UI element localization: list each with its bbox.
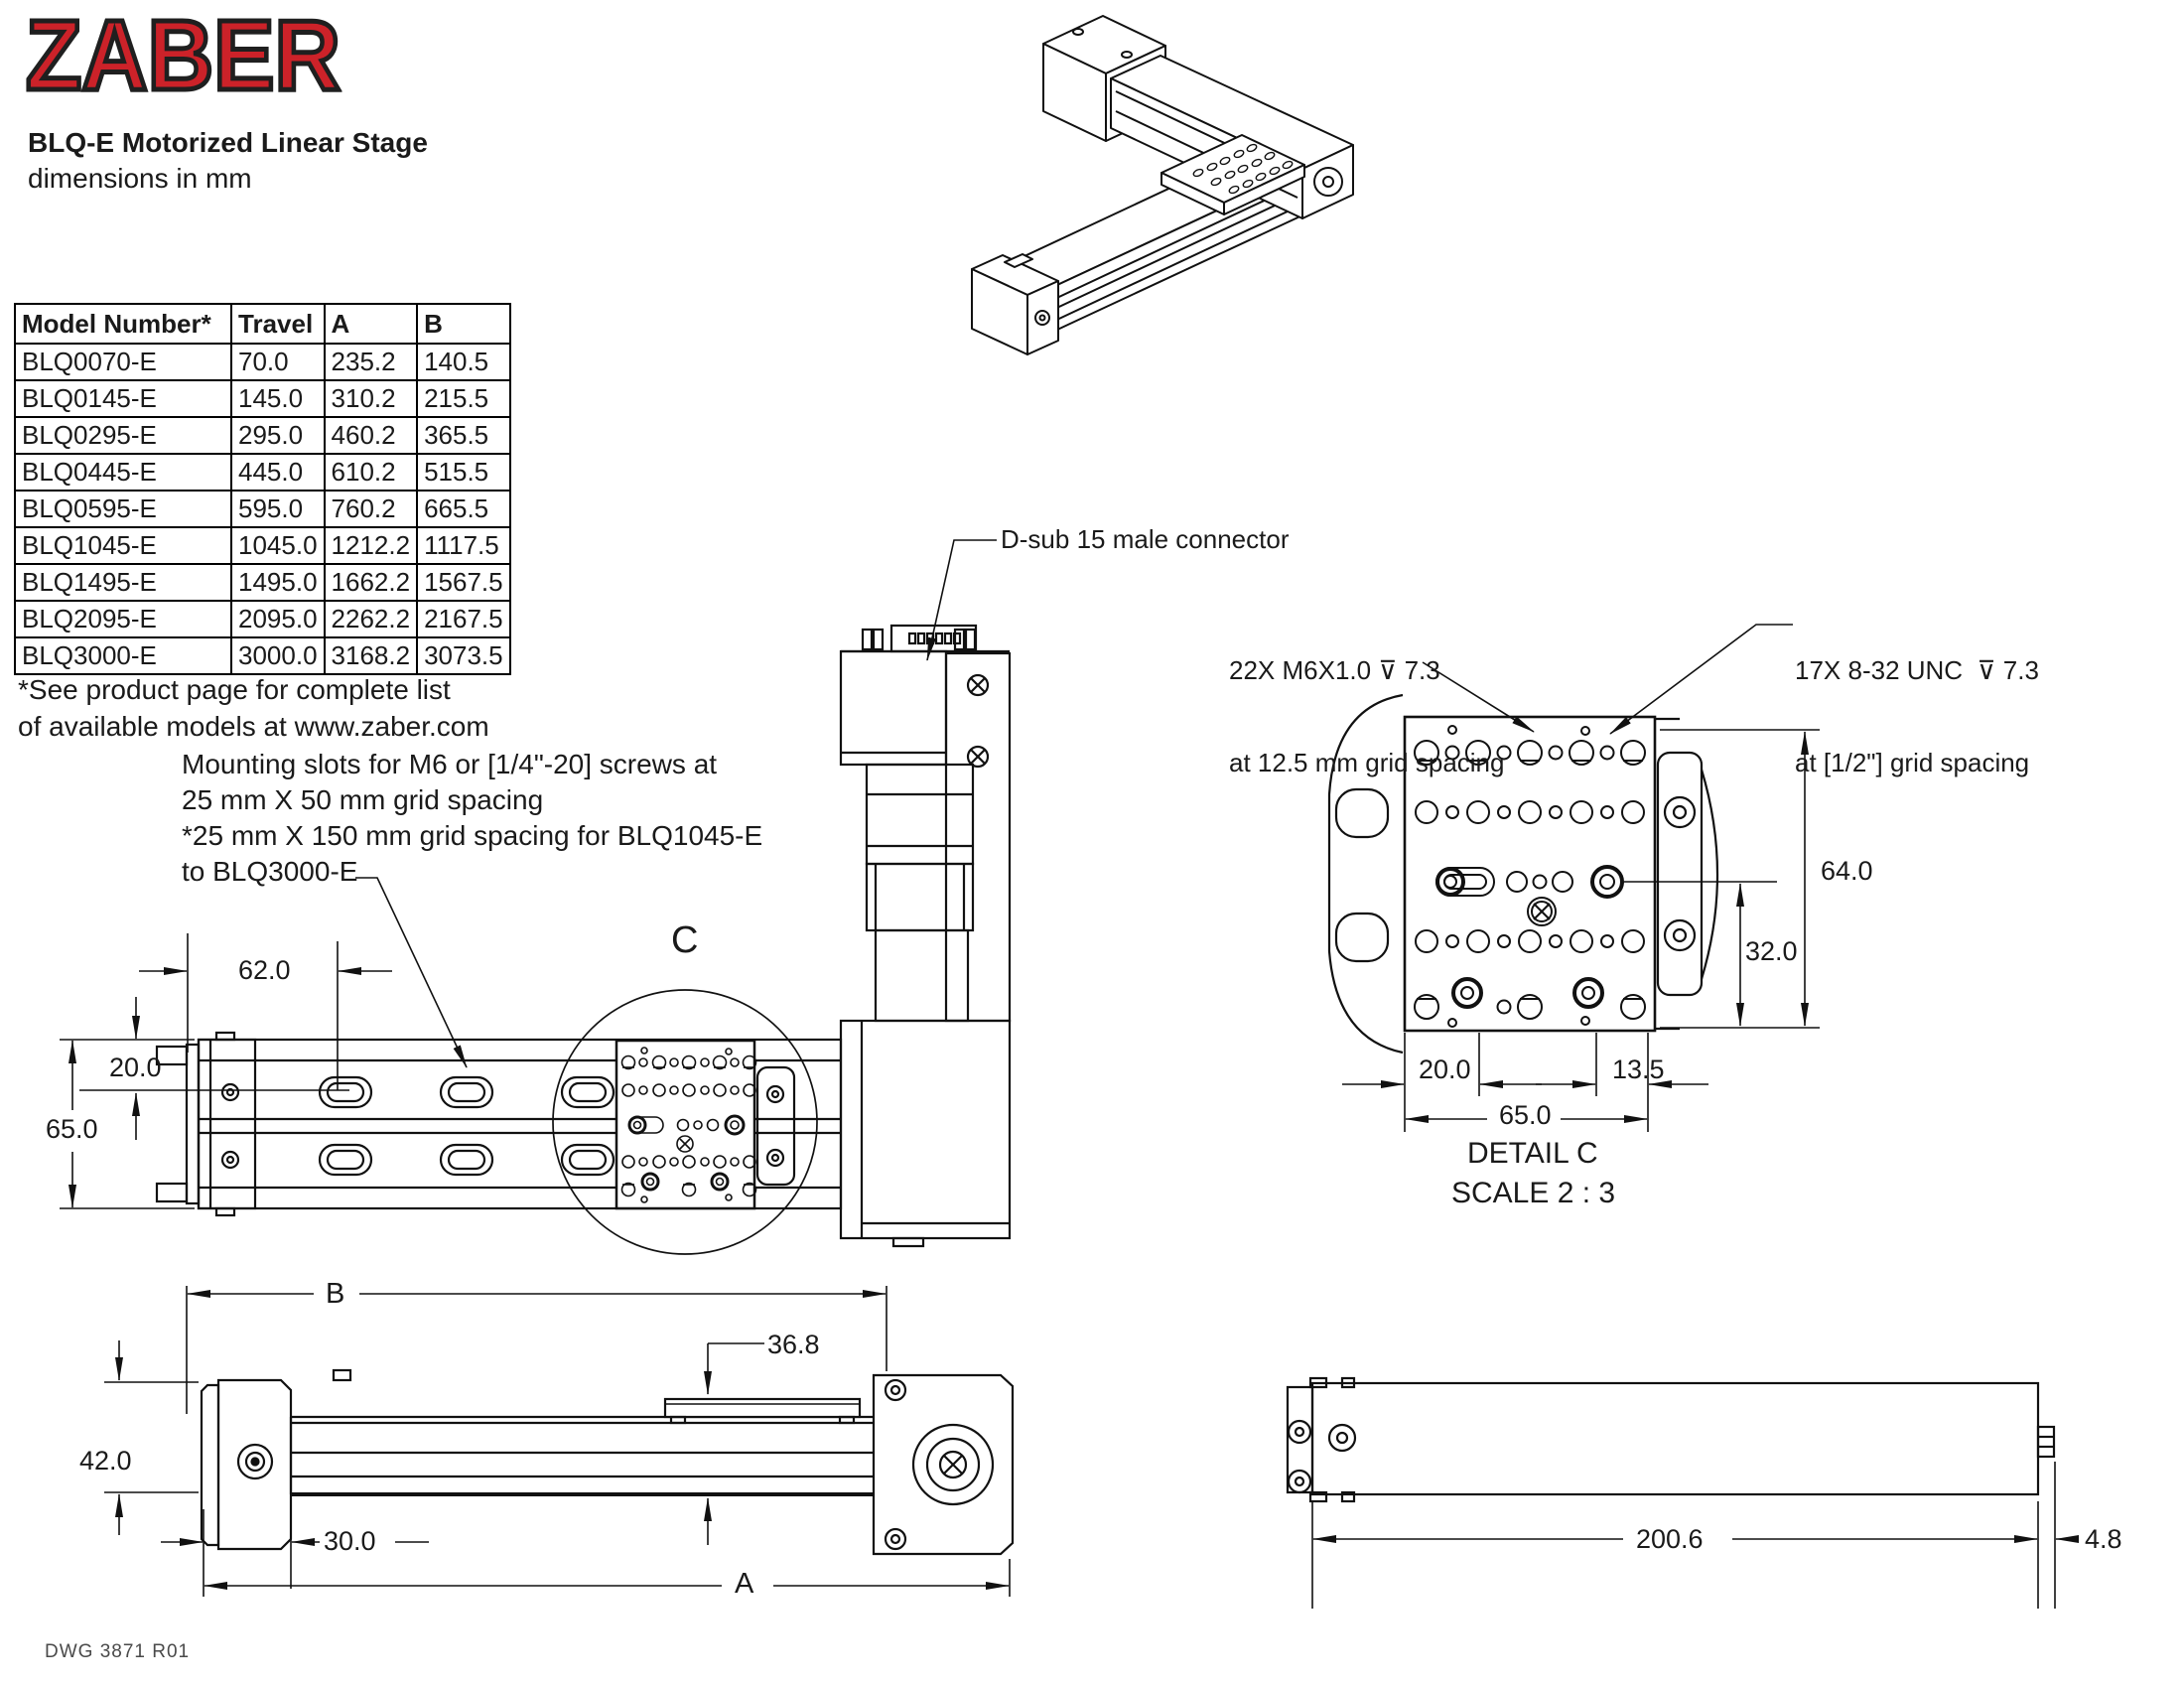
table-header-row xyxy=(15,304,510,344)
cell-b: 3073.5 xyxy=(417,637,510,674)
cell-travel: 2095.0 xyxy=(231,601,325,637)
col-b: B xyxy=(417,304,510,344)
cell-travel: 445.0 xyxy=(231,454,325,491)
table-row xyxy=(15,344,510,380)
cell-model: BLQ1045-E xyxy=(15,527,231,564)
units-note: dimensions in mm xyxy=(28,163,252,194)
cell-b: 2167.5 xyxy=(417,601,510,637)
mounting-line1: Mounting slots for M6 or [1/4"-20] screws at xyxy=(182,749,718,779)
cell-a: 310.2 xyxy=(325,380,418,417)
callout-unc xyxy=(1795,594,2039,840)
cell-travel: 70.0 xyxy=(231,344,325,380)
callout-unc-line2: at [1/2"] grid spacing xyxy=(1795,748,2030,777)
cell-b: 215.5 xyxy=(417,380,510,417)
col-travel: Travel xyxy=(231,304,325,344)
cell-travel: 1045.0 xyxy=(231,527,325,564)
mounting-line2: 25 mm X 50 mm grid spacing xyxy=(182,784,544,815)
cell-a: 2262.2 xyxy=(325,601,418,637)
callout-mounting-slots xyxy=(182,747,762,890)
cell-a: 610.2 xyxy=(325,454,418,491)
cell-a: 1662.2 xyxy=(325,564,418,601)
callout-m6-line1: 22X M6X1.0 ⊽ 7.3 xyxy=(1229,655,1440,685)
cell-b: 515.5 xyxy=(417,454,510,491)
cell-model: BLQ0145-E xyxy=(15,380,231,417)
dim-65-plan: 65.0 xyxy=(46,1114,98,1144)
table-row xyxy=(15,564,510,601)
cell-travel: 295.0 xyxy=(231,417,325,454)
isometric-view xyxy=(972,16,1353,354)
cell-model: BLQ3000-E xyxy=(15,637,231,674)
footnote-line2: of available models at www.zaber.com xyxy=(18,711,489,742)
dim-48: 4.8 xyxy=(2085,1524,2122,1554)
dim-a: A xyxy=(735,1568,754,1600)
detail-c-letter: C xyxy=(671,919,699,961)
dim-20-detail: 20.0 xyxy=(1419,1055,1471,1084)
table-row xyxy=(15,527,510,564)
cell-model: BLQ0595-E xyxy=(15,491,231,527)
col-model: Model Number* xyxy=(15,304,231,344)
table-row xyxy=(15,454,510,491)
table-row xyxy=(15,380,510,417)
detail-title: DETAIL C xyxy=(1467,1137,1598,1170)
cell-travel: 595.0 xyxy=(231,491,325,527)
cell-model: BLQ2095-E xyxy=(15,601,231,637)
cell-travel: 145.0 xyxy=(231,380,325,417)
cell-a: 760.2 xyxy=(325,491,418,527)
dim-64: 64.0 xyxy=(1821,856,1873,886)
cell-a: 1212.2 xyxy=(325,527,418,564)
table-row xyxy=(15,637,510,674)
callout-m6 xyxy=(1229,594,1504,840)
dim-62: 62.0 xyxy=(238,955,291,985)
mounting-line3: *25 mm X 150 mm grid spacing for BLQ1045-E xyxy=(182,820,763,851)
table-row xyxy=(15,601,510,637)
cell-b: 1567.5 xyxy=(417,564,510,601)
cell-b: 1117.5 xyxy=(417,527,510,564)
callout-dsub: D-sub 15 male connector xyxy=(1001,524,1290,554)
cell-model: BLQ1495-E xyxy=(15,564,231,601)
dim-32: 32.0 xyxy=(1745,936,1798,966)
dim-42: 42.0 xyxy=(79,1446,132,1476)
table-row xyxy=(15,491,510,527)
cell-a: 3168.2 xyxy=(325,637,418,674)
cell-a: 235.2 xyxy=(325,344,418,380)
dim-30: 30.0 xyxy=(324,1526,376,1556)
cell-b: 665.5 xyxy=(417,491,510,527)
end-view xyxy=(1288,1378,2054,1501)
model-table xyxy=(14,303,511,675)
mounting-line4: to BLQ3000-E xyxy=(182,856,358,887)
table-row xyxy=(15,417,510,454)
cell-travel: 3000.0 xyxy=(231,637,325,674)
cell-model: BLQ0070-E xyxy=(15,344,231,380)
table-footnote xyxy=(18,671,489,745)
drawing-number: DWG 3871 R01 xyxy=(45,1641,191,1662)
cell-b: 365.5 xyxy=(417,417,510,454)
dim-2006: 200.6 xyxy=(1636,1524,1704,1554)
page-title: BLQ-E Motorized Linear Stage xyxy=(28,127,428,158)
cell-a: 460.2 xyxy=(325,417,418,454)
dim-65-detail: 65.0 xyxy=(1499,1100,1552,1130)
zaber-logo: ZABER xyxy=(26,0,341,111)
cell-travel: 1495.0 xyxy=(231,564,325,601)
detail-scale: SCALE 2 : 3 xyxy=(1451,1177,1616,1209)
cell-model: BLQ0445-E xyxy=(15,454,231,491)
callout-unc-line1: 17X 8-32 UNC ⊽ 7.3 xyxy=(1795,655,2039,685)
cell-model: BLQ0295-E xyxy=(15,417,231,454)
dim-135: 13.5 xyxy=(1612,1055,1665,1084)
cell-b: 140.5 xyxy=(417,344,510,380)
dim-b: B xyxy=(326,1278,345,1310)
dim-368: 36.8 xyxy=(767,1330,820,1359)
callout-m6-line2: at 12.5 mm grid spacing xyxy=(1229,748,1505,777)
dim-20-plan: 20.0 xyxy=(109,1053,162,1082)
col-a: A xyxy=(325,304,418,344)
footnote-line1: *See product page for complete list xyxy=(18,674,451,705)
